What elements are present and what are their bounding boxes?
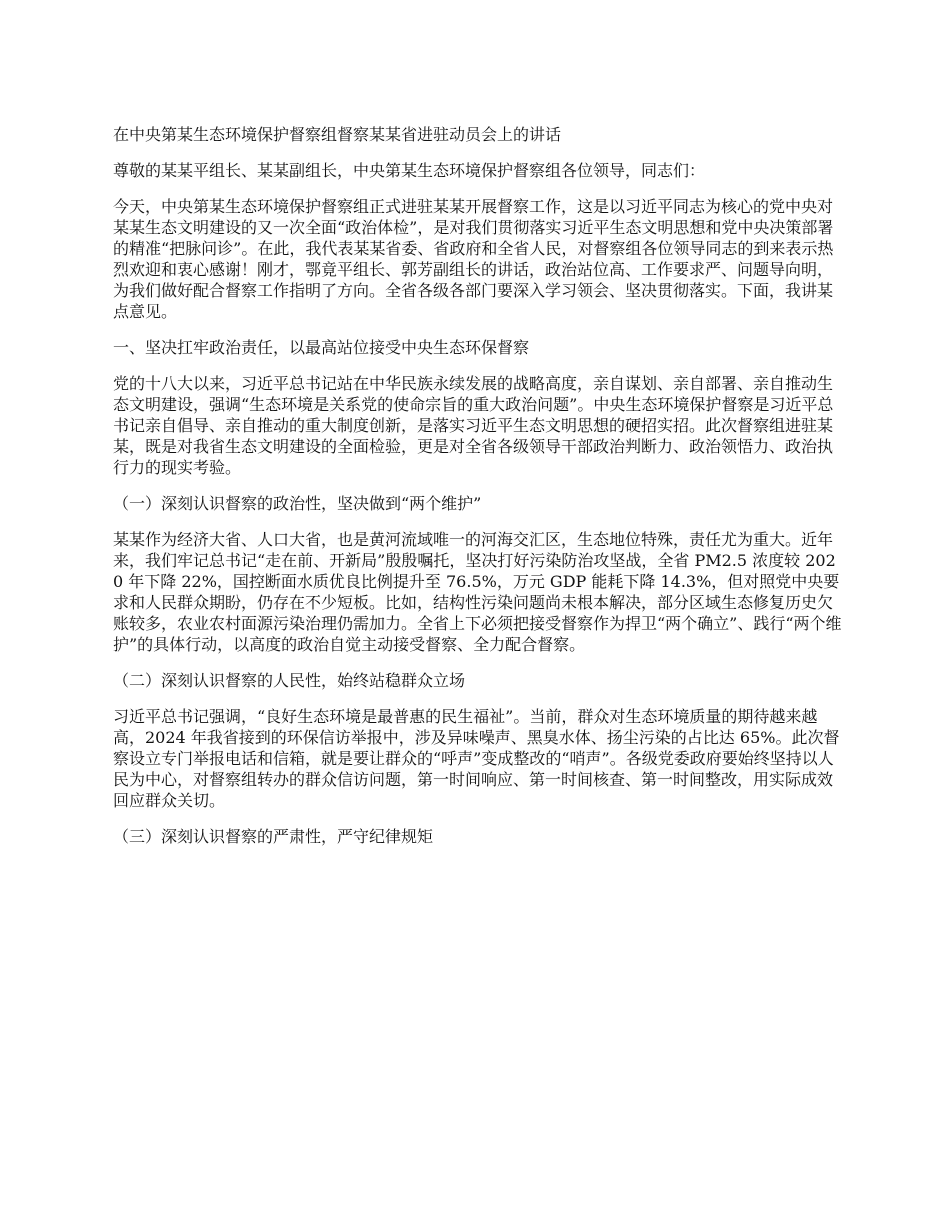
intro-paragraph: 今天，中央第某生态环境保护督察组正式进驻某某开展督察工作，这是以习近平同志为核心的党中央对某某生态文明建设的又一次全面“政治体检”，是对我们贯彻落实习近平生态文明思想和党中央决策部署的精准“把脉问诊”。在此，我代表某某省委、省政府和全省人民，对督察组各位领导同志的到来表示热烈欢迎和衷心感谢！刚才，鄂竟平组长、郭芳副组长的讲话，政治站位高、工作要求严、问题导向明，为我们做好配合督察工作指明了方向。全省各级各部门要深入学习领会、坚决贯彻落实。下面，我讲某点意见。 (113, 197, 834, 321)
document-title: 在中央第某生态环境保护督察组督察某某省进驻动员会上的讲话 (113, 125, 562, 144)
section-1-paragraph: 党的十八大以来，习近平总书记站在中华民族永续发展的战略高度，亲自谋划、亲自部署、亲自推动生态文明建设，强调“生态环境是关系党的使命宗旨的重大政治问题”。中央生态环境保护督察是习近平总书记亲自倡导、亲自推动的重大制度创新，是落实习近平生态文明思想的硬招实招。此次督察组进驻某某，既是对我省生态文明建设的全面检验，更是对全省各级领导干部政治判断力、政治领悟力、政治执行力的现实考验。 (113, 374, 834, 477)
subsection-1-paragraph: 某某作为经济大省、人口大省，也是黄河流域唯一的河海交汇区，生态地位特殊，责任尤为重大。近年来，我们牢记总书记“走在前、开新局”殷殷嘱托，坚决打好污染防治攻坚战，全省 PM2.5 浓度较 2020 年下降 22%，国控断面水质优良比例提升至 76.5%，万元 GDP 能耗下降 14.3%，但对照党中央要求和人民群众期盼，仍存在不少短板。比如，结构性污染问题尚未根本解决，部分区域生态修复历史欠账较多，农业农村面源污染治理仍需加力。全省上下必须把接受督察作为捍卫“两个确立”、践行“两个维护”的具体行动，以高度的政治自觉主动接受督察、全力配合督察。 (113, 530, 842, 654)
subsection-1-heading: （一）深刻认识督察的政治性，坚决做到“两个维护” (113, 494, 482, 513)
section-1-heading: 一、坚决扛牢政治责任，以最高站位接受中央生态环保督察 (113, 338, 530, 357)
subsection-2-paragraph: 习近平总书记强调，“良好生态环境是最普惠的民生福祉”。当前，群众对生态环境质量的期待越来越高，2024 年我省接到的环保信访举报中，涉及异味噪声、黑臭水体、扬尘污染的占比达 65%。此次督察设立专门举报电话和信箱，就是要让群众的“呼声”变成整改的“哨声”。各级党委政府要始终坚持以人民为中心，对督察组转办的群众信访问题，第一时间响应、第一时间核查、第一时间整改，用实际成效回应群众关切。 (113, 707, 840, 810)
subsection-3-heading: （三）深刻认识督察的严肃性，严守纪律规矩 (113, 827, 434, 846)
document-page (113, 124, 843, 862)
subsection-2-heading: （二）深刻认识督察的人民性，始终站稳群众立场 (113, 671, 466, 690)
salutation: 尊敬的某某平组长、某某副组长，中央第某生态环境保护督察组各位领导，同志们： (113, 161, 706, 180)
